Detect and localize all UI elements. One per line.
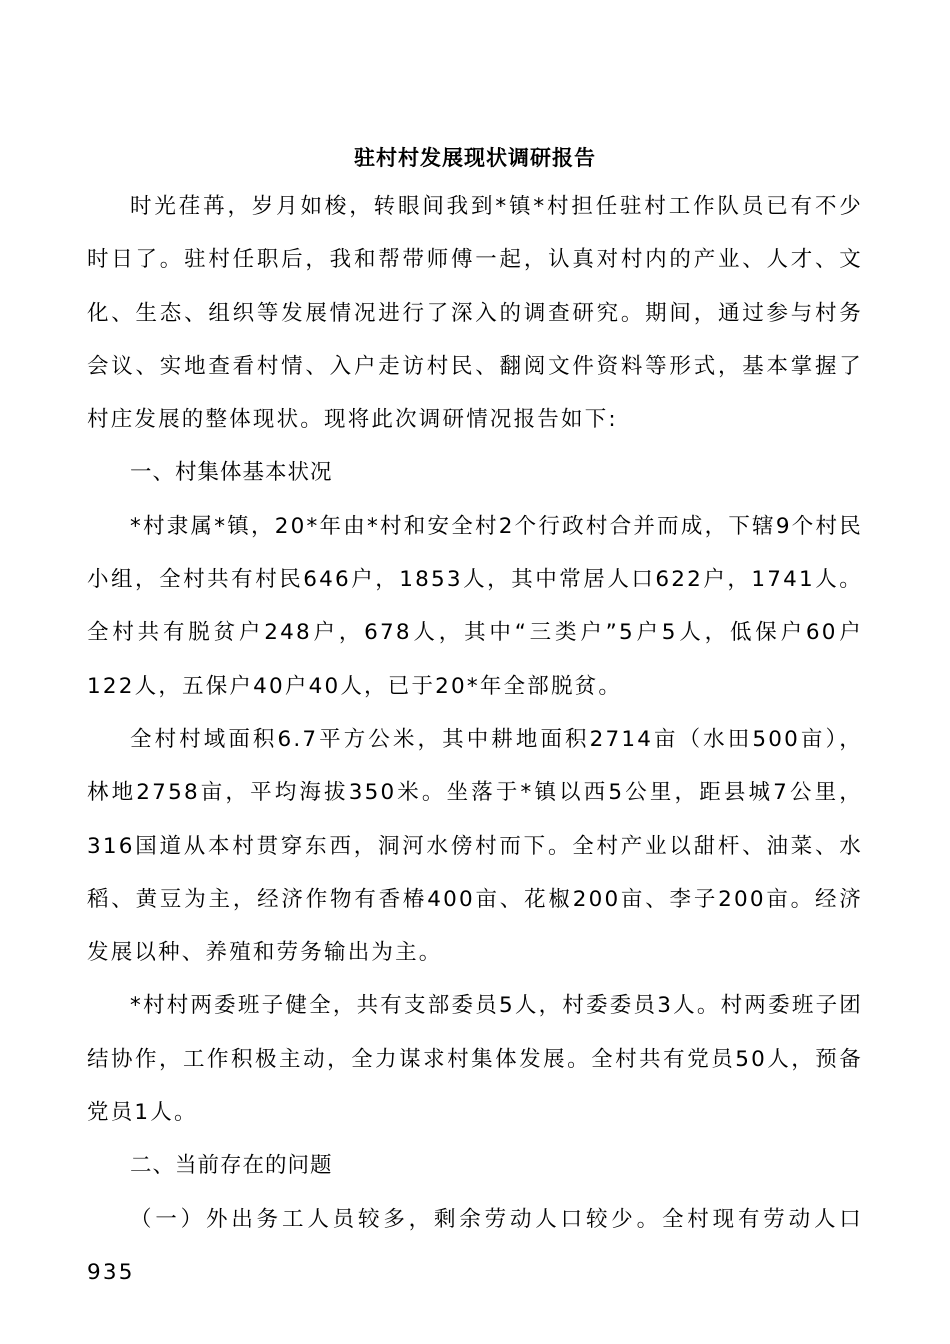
- section-heading-1: 一、村集体基本状况: [130, 460, 333, 486]
- body-paragraph: （一）外出务工人员较多，剩余劳动人口较少。全村现有劳动人口935: [87, 1206, 863, 1285]
- body-paragraph: 全村村域面积6.7平方公米，其中耕地面积2714亩（水田500亩），林地2758亩，平均海拔350米。坐落于*镇以西5公里，距县城7公里，316国道从本村贯穿东西，洞河水傍村而下。全村产业以甜杆、油菜、水稻、黄豆为主，经济作物有香椿400亩、花椒200亩、李子200亩。经济发展以种、养殖和劳务输出为主。: [87, 726, 863, 966]
- section-heading-2: 二、当前存在的问题: [130, 1153, 333, 1179]
- document-title: 驻村村发展现状调研报告: [354, 146, 596, 170]
- document-body: [87, 180, 863, 1299]
- body-paragraph: *村村两委班子健全，共有支部委员5人，村委委员3人。村两委班子团结协作，工作积极主动，全力谋求村集体发展。全村共有党员50人，预备党员1人。: [87, 993, 863, 1126]
- body-paragraph: *村隶属*镇，20*年由*村和安全村2个行政村合并而成，下辖9个村民小组，全村共有村民646户，1853人，其中常居人口622户，1741人。全村共有脱贫户248户，678人，其中“三类户”5户5人，低保户60户122人，五保户40户40人，已于20*年全部脱贫。: [87, 513, 863, 699]
- intro-paragraph: 时光荏苒，岁月如梭，转眼间我到*镇*村担任驻村工作队员已有不少时日了。驻村任职后，我和帮带师傅一起，认真对村内的产业、人才、文化、生态、组织等发展情况进行了深入的调查研究。期间，通过参与村务会议、实地查看村情、入户走访村民、翻阅文件资料等形式，基本掌握了村庄发展的整体现状。现将此次调研情况报告如下:: [87, 194, 863, 433]
